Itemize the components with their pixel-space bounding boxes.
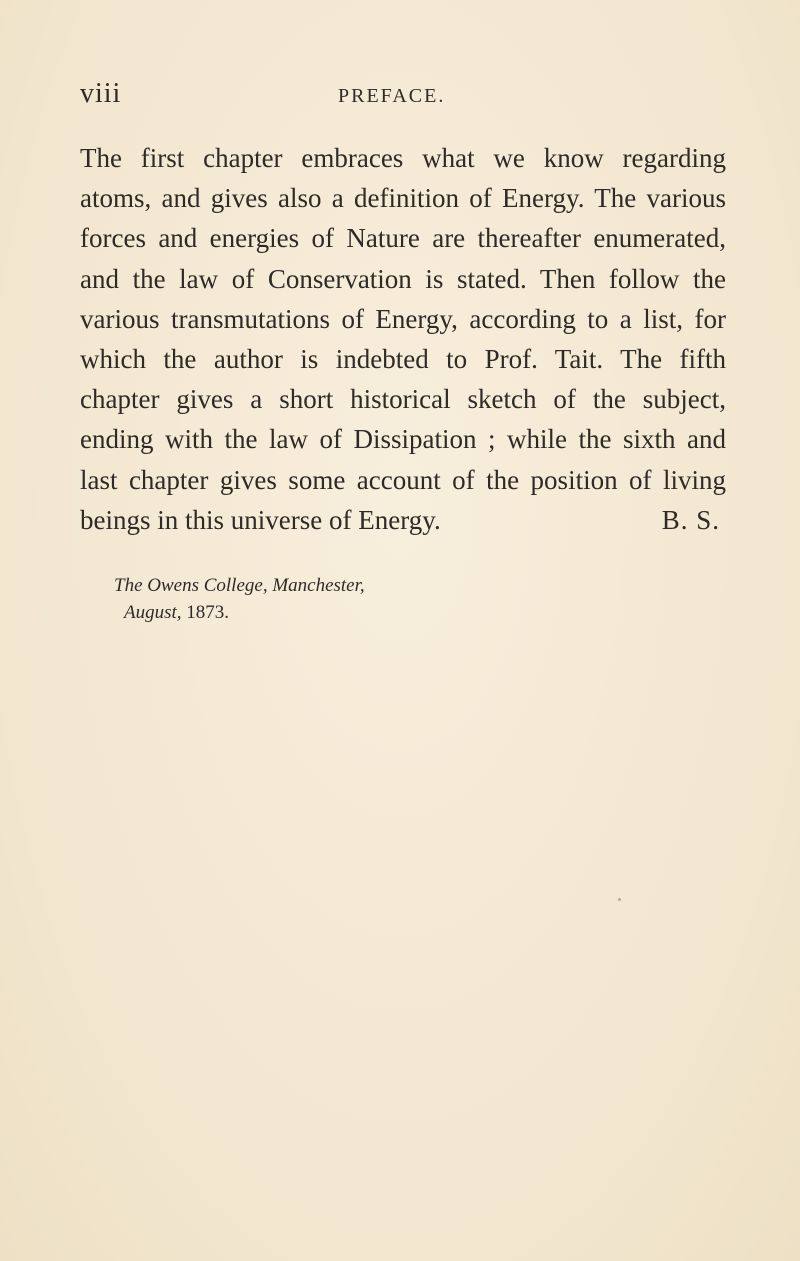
paragraph-line: atoms, and gives also a definition of Energy. The various	[80, 183, 726, 214]
author-signature: B. S.	[661, 504, 720, 535]
paragraph-line: beings in this universe of Energy.	[80, 504, 441, 535]
dateline-date	[114, 599, 365, 626]
dateline-year: 1873.	[186, 602, 230, 623]
dateline-place: The Owens College, Manchester,	[114, 575, 365, 596]
dateline-month: August,	[124, 602, 182, 623]
page-number: viii	[80, 78, 122, 109]
paragraph-line: forces and energies of Nature are thereafter enumerated,	[80, 223, 726, 254]
paragraph-line: which the author is indebted to Prof. Tait. The fifth	[80, 344, 726, 375]
paragraph-line: various transmutations of Energy, according to a list, for	[80, 303, 726, 334]
paragraph-line: chapter gives a short historical sketch of the subject,	[80, 384, 726, 415]
paragraph-last-line	[80, 500, 726, 540]
paragraph-line: The first chapter embraces what we know regarding	[80, 143, 726, 173]
running-head: PREFACE.	[338, 85, 446, 107]
paragraph-line: and the law of Conservation is stated. Then follow the	[80, 263, 726, 294]
paragraph-line: ending with the law of Dissipation ; while the sixth and	[80, 424, 726, 455]
preface-paragraph	[80, 138, 726, 540]
dateline	[114, 572, 365, 626]
paper-speck	[618, 898, 621, 901]
paragraph-line: last chapter gives some account of the position of living	[80, 464, 726, 495]
